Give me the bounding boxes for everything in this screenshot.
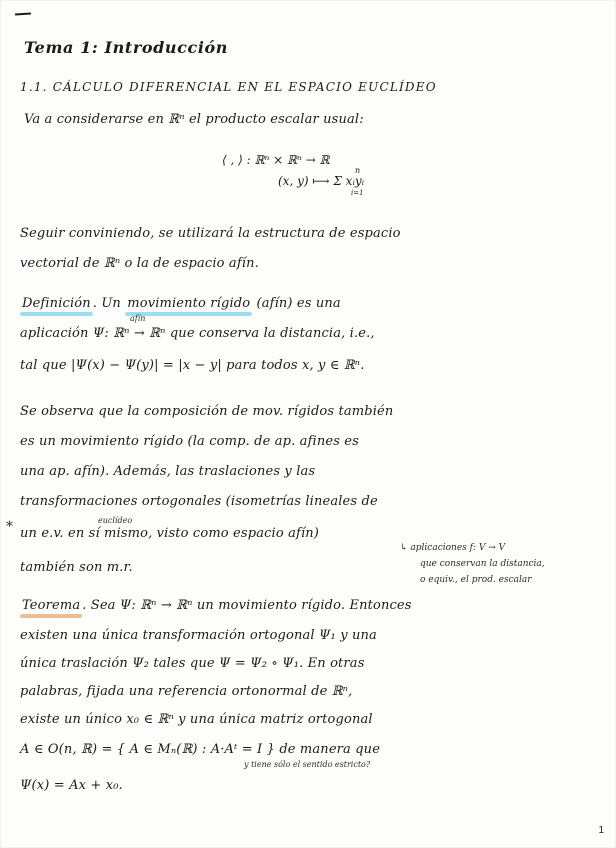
definition-line-2: aplicación Ψ: ℝⁿ → ℝⁿ que conserva la distancia, i.e., xyxy=(20,326,375,341)
margin-note-line-2: que conservan la distancia, xyxy=(420,559,545,569)
theorem-line-1 xyxy=(20,598,600,613)
definition-line-3: tal que |Ψ(x) − Ψ(y)| = |x − y| para todos x, y ∈ ℝⁿ. xyxy=(20,358,365,373)
insert-euclideo: euclídeo xyxy=(98,516,133,525)
theorem-text-1: . Sea Ψ: ℝⁿ → ℝⁿ un movimiento rígido. Entonces xyxy=(82,598,412,613)
paragraph-2-line-5: un e.v. en sí mismo, visto como espacio afín) xyxy=(20,526,320,541)
paragraph-1-line-1: Seguir conviniendo, se utilizará la estructura de espacio xyxy=(20,226,401,241)
theorem-line-4: palabras, fijada una referencia ortonormal de ℝⁿ, xyxy=(20,684,353,699)
left-margin-mark: * xyxy=(6,519,13,535)
definition-line-1 xyxy=(20,296,600,311)
paragraph-2-line-1: Se observa que la composición de mov. rígidos también xyxy=(20,404,394,419)
definition-lead: . Un xyxy=(92,296,121,311)
corner-stroke xyxy=(15,12,31,15)
margin-note-line-1: ↳ aplicaciones f: V → V xyxy=(400,543,506,553)
paragraph-2-line-3: una ap. afín). Además, las traslaciones y las xyxy=(20,464,316,479)
paragraph-1-line-2: vectorial de ℝⁿ o la de espacio afín. xyxy=(20,256,259,271)
sum-lower-limit: i=1 xyxy=(351,189,364,197)
paragraph-2-line-4: transformaciones ortogonales (isometrías lineales de xyxy=(20,494,378,509)
insert-afin: afín xyxy=(130,314,146,323)
definition-label: Definición xyxy=(20,296,93,311)
theorem-line-6: A ∈ O(n, ℝ) = { A ∈ Mₙ(ℝ) : A·Aᵗ = I } de manera que xyxy=(20,742,381,757)
paragraph-2-line-2: es un movimiento rígido (la comp. de ap. afines es xyxy=(20,434,359,449)
formula-line-1: ⟨ , ⟩ : ℝⁿ × ℝⁿ → ℝ xyxy=(222,153,330,167)
page-number: 1 xyxy=(598,825,604,836)
section-heading: 1.1. CÁLCULO DIFERENCIAL EN EL ESPACIO EUCLÍDEO xyxy=(20,80,437,94)
definition-term: movimiento rígido xyxy=(125,296,252,311)
theorem-highlight xyxy=(20,614,82,618)
definition-after-term: (afín) es una xyxy=(256,296,341,311)
theorem-line-2: existen una única transformación ortogonal Ψ₁ y una xyxy=(20,628,377,643)
paragraph-2-line-6: también son m.r. xyxy=(20,560,133,575)
formula-map: (x, y) ⟼ Σ xᵢyᵢ xyxy=(278,174,365,188)
page-title: Tema 1: Introducción xyxy=(24,38,229,57)
sum-upper-limit: n xyxy=(355,166,361,175)
theorem-label: Teorema xyxy=(20,598,82,613)
theorem-line-5: existe un único x₀ ∈ ℝⁿ y una única matriz ortogonal xyxy=(20,712,373,727)
theorem-line-3: única traslación Ψ₂ tales que Ψ = Ψ₂ ∘ Ψ₁. En otras xyxy=(20,656,365,671)
matrix-note: y tiene sólo el sentido estricto? xyxy=(244,760,371,769)
margin-note-line-3: o equiv., el prod. escalar xyxy=(420,575,532,585)
intro-line: Va a considerarse en ℝⁿ el producto escalar usual: xyxy=(24,112,364,127)
theorem-line-7: Ψ(x) = Ax + x₀. xyxy=(20,778,123,793)
definition-highlight xyxy=(20,312,93,316)
formula-line-2 xyxy=(278,174,364,188)
